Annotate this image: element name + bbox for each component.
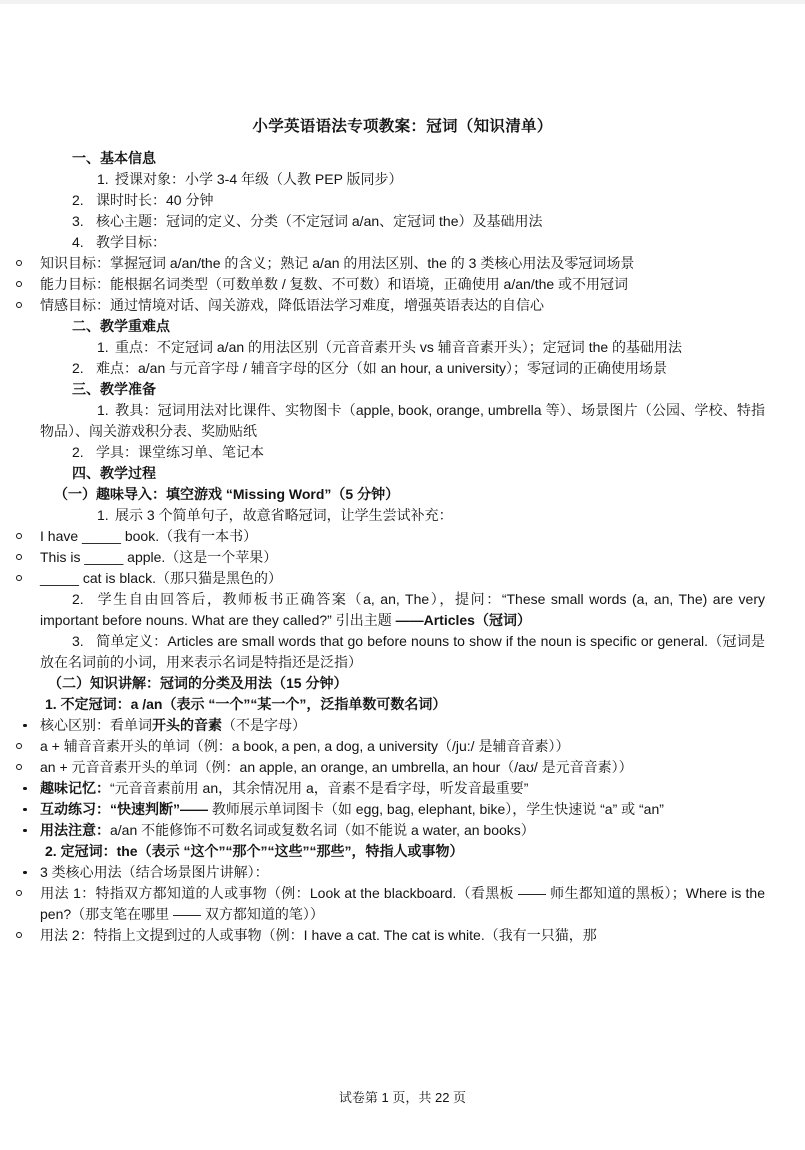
- bullet-disc-icon: [23, 862, 40, 883]
- bullet-circle-icon: [16, 295, 40, 316]
- numbered-item: [40, 169, 765, 190]
- section-heading: [40, 379, 765, 400]
- section-heading: [40, 316, 765, 337]
- page-footer: 试卷第 1 页，共 22 页: [338, 1090, 467, 1105]
- bullet-disc-icon: [23, 799, 40, 820]
- list-number: 4.: [72, 234, 84, 250]
- text-run: 情感目标：通过情境对话、闯关游戏，降低语法学习难度，增强英语表达的自信心: [40, 297, 544, 313]
- numbered-item: [40, 358, 765, 379]
- numbered-item: [40, 442, 765, 463]
- bullet-circle-icon: [16, 253, 40, 274]
- list-number: 3.: [72, 633, 84, 649]
- sub-bullet-item: [40, 883, 765, 925]
- sub-bullet-item: [40, 295, 765, 316]
- text-run: 用法 1：特指双方都知道的人或事物（例：Look at the blackboard.（看黑板 —— 师生都知道的黑板）；Where is the pen?（那支笔在哪里 —— 双方都知道的笔））: [40, 885, 765, 922]
- subsection-heading: [40, 484, 765, 505]
- list-number: 1.: [97, 339, 109, 355]
- sub-bullet-item: [40, 568, 765, 589]
- bullet-circle-icon: [16, 736, 40, 757]
- text-run: 教师展示单词图卡（如 egg, bag, elephant, bike），学生快速说 “a” 或 “an”: [211, 801, 664, 817]
- bullet-circle-icon: [16, 547, 40, 568]
- sub-bullet-item: [40, 925, 765, 946]
- text-run: 用法 2：特指上文提到过的人或事物（例：I have a cat. The cat is white.（我有一只猫，那: [40, 927, 597, 943]
- section-heading: [40, 463, 765, 484]
- text-run: 核心区别：看单词: [40, 717, 152, 733]
- numbered-item: [40, 400, 765, 442]
- section-heading: [40, 148, 765, 169]
- bullet-disc-icon: [23, 820, 40, 841]
- text-run: “元音音素前用 an，其余情况用 a，音素不是看字母，听发音最重要”: [110, 780, 529, 796]
- list-number: 3.: [72, 213, 84, 229]
- bullet-circle-icon: [16, 526, 40, 547]
- numbered-item: [40, 505, 765, 526]
- text-run: 开头的音素: [152, 717, 222, 733]
- numbered-item: [40, 589, 765, 631]
- numbered-item: [40, 337, 765, 358]
- bullet-disc-icon: [23, 715, 40, 736]
- topic-heading: [40, 694, 765, 715]
- text-run: 趣味记忆：: [40, 780, 110, 796]
- sub-bullet-item: [40, 526, 765, 547]
- numbered-item: [40, 631, 765, 673]
- text-run: 知识目标：掌握冠词 a/an/the 的含义；熟记 a/an 的用法区别、the 的 3 类核心用法及零冠词场景: [40, 255, 635, 271]
- bullet-circle-icon: [16, 925, 40, 946]
- bullet-circle-icon: [16, 883, 40, 904]
- sub-bullet-item: [40, 253, 765, 274]
- text-run: a/an 不能修饰不可数名词或复数名词（如不能说 a water, an books）: [110, 822, 535, 838]
- list-number: 2.: [72, 444, 84, 460]
- text-run: 教学目标：: [96, 234, 166, 250]
- text-run: 用法注意：: [40, 822, 110, 838]
- bullet-circle-icon: [16, 274, 40, 295]
- bullet-item: [40, 778, 765, 799]
- bullet-item: [40, 820, 765, 841]
- topic-heading: [40, 841, 765, 862]
- sub-bullet-item: [40, 736, 765, 757]
- bullet-disc-icon: [23, 778, 40, 799]
- text-run: 学生自由回答后，教师板书正确答案（a, an, The），提问：“These small words (a, an, The) are very important before nouns. What are they called?” 引出主题: [40, 591, 765, 628]
- text-run: ——Articles（冠词）: [395, 612, 531, 628]
- text-run: 3 类核心用法（结合场景图片讲解）：: [40, 864, 269, 880]
- subsection-heading: [40, 673, 765, 694]
- bullet-circle-icon: [16, 568, 40, 589]
- text-run: 教具：冠词用法对比课件、实物图卡（apple, book, orange, umbrella 等）、场景图片（公园、学校、特指物品）、闯关游戏积分表、奖励贴纸: [40, 402, 765, 439]
- list-number: 1.: [97, 507, 109, 523]
- bullet-item: [40, 799, 765, 820]
- sub-bullet-item: [40, 547, 765, 568]
- text-run: 重点：不定冠词 a/an 的用法区别（元音音素开头 vs 辅音音素开头）；定冠词 the 的基础用法: [115, 339, 683, 355]
- bullet-item: [40, 715, 765, 736]
- document-body: [0, 148, 805, 946]
- text-run: 展示 3 个简单句子，故意省略冠词，让学生尝试补充：: [115, 507, 453, 523]
- text-run: （二）知识讲解：冠词的分类及用法（15 分钟）: [48, 675, 348, 691]
- text-run: This is _____ apple.（这是一个苹果）: [40, 549, 278, 565]
- sub-bullet-item: [40, 757, 765, 778]
- list-number: 2.: [72, 591, 84, 607]
- text-run: an + 元音音素开头的单词（例：an apple, an orange, an umbrella, an hour（/aʊ/ 是元音音素））: [40, 759, 633, 775]
- bullet-item: [40, 862, 765, 883]
- page-title: 小学英语语法专项教案：冠词（知识清单）: [252, 118, 553, 136]
- text-run: 学具：课堂练习单、笔记本: [96, 444, 264, 460]
- text-run: “快速判断”——: [110, 801, 212, 817]
- list-number: 1.: [97, 171, 109, 187]
- text-run: _____ cat is black.（那只猫是黑色的）: [40, 570, 282, 586]
- page-top-edge: [0, 0, 805, 4]
- text-run: 课时时长：40 分钟: [96, 192, 214, 208]
- text-run: 1. 不定冠词：a /an（表示 “一个”“某一个”，泛指单数可数名词）: [45, 696, 447, 712]
- text-run: 一、基本信息: [72, 150, 156, 166]
- numbered-item: [40, 232, 765, 253]
- text-run: （不是字母）: [222, 717, 306, 733]
- numbered-item: [40, 211, 765, 232]
- text-run: 核心主题：冠词的定义、分类（不定冠词 a/an、定冠词 the）及基础用法: [96, 213, 543, 229]
- text-run: 授课对象：小学 3-4 年级（人教 PEP 版同步）: [115, 171, 403, 187]
- text-run: I have _____ book.（我有一本书）: [40, 528, 258, 544]
- bullet-circle-icon: [16, 757, 40, 778]
- text-run: 难点：a/an 与元音字母 / 辅音字母的区分（如 an hour, a university）；零冠词的正确使用场景: [96, 360, 667, 376]
- list-number: 2.: [72, 192, 84, 208]
- text-run: 互动练习：: [40, 801, 110, 817]
- text-run: a + 辅音音素开头的单词（例：a book, a pen, a dog, a university（/ju:/ 是辅音音素））: [40, 738, 570, 754]
- text-run: 三、教学准备: [72, 381, 156, 397]
- text-run: 2. 定冠词：the（表示 “这个”“那个”“这些”“那些”，特指人或事物）: [45, 843, 464, 859]
- sub-bullet-item: [40, 274, 765, 295]
- list-number: 1.: [97, 402, 109, 418]
- list-number: 2.: [72, 360, 84, 376]
- text-run: 二、教学重难点: [72, 318, 170, 334]
- text-run: （一）趣味导入：填空游戏 “Missing Word”（5 分钟）: [54, 486, 400, 502]
- numbered-item: [40, 190, 765, 211]
- text-run: 简单定义：Articles are small words that go before nouns to show if the noun is specific or general.（冠词是放在名词前的小词，用来表示名词是特指还是泛指）: [40, 633, 765, 670]
- text-run: 四、教学过程: [72, 465, 156, 481]
- text-run: 能力目标：能根据名词类型（可数单数 / 复数、不可数）和语境，正确使用 a/an/the 或不用冠词: [40, 276, 629, 292]
